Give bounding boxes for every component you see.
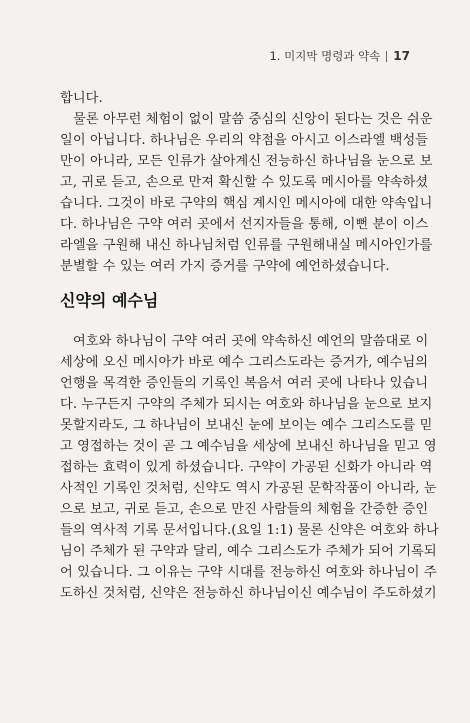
text-line: 고, 귀로 듣고, 손으로 만져 확신할 수 있도록 메시아를 약속하셨 [60, 175, 429, 190]
text-line: 다. 하나님은 구약 여러 곳에서 선지자들을 통해, 이뻔 분이 이스 [60, 217, 429, 232]
text-line: 세상에 오신 메시아가 바로 예수 그리스도라는 증거가, 예수님의 [60, 355, 429, 370]
text-line: 어 있습니다. 그 이유는 구약 시대를 전능하신 여호와 하나님이 주 [60, 565, 437, 580]
page-number: 17 [393, 49, 410, 63]
text-line: 들의 역사적 기록 문서입니다.(요일 1:1) 물론 신약은 여호와 하나 [60, 523, 439, 538]
text-line: 라엘을 구원해 내신 하나님처럼 인류를 구원해내실 메시아인가를 [60, 238, 433, 253]
text-line: 일이 아닙니다. 하나님은 우리의 약점을 아시고 이스라엘 백성들 [60, 133, 429, 148]
text-line: 접하는 효력이 있게 하셨습니다. 구약이 가공된 신화가 아니라 역 [60, 460, 433, 475]
text-line: 도하신 것처럼, 신약은 전능하신 하나님이신 예수님이 주도하셨기 [60, 586, 437, 601]
text-line: 여호와 하나님이 구약 여러 곳에 약속하신 예언의 말씀대로 이 [73, 334, 429, 349]
header-divider [386, 51, 387, 62]
text-line: 못할지라도, 그 하나님이 보내신 눈에 보이는 예수 그리스도를 믿 [60, 418, 433, 433]
text-line: 분별할 수 있는 여러 가지 증거를 구약에 예언하셨습니다. [60, 259, 390, 274]
text-line: 고 영접하는 것이 곧 그 예수님을 세상에 보내신 하나님을 믿고 영 [60, 439, 437, 454]
paragraph-1 [60, 88, 433, 277]
text-line: 습니다. 그것이 바로 구약의 핵심 계시인 메시아에 대한 약속입니 [60, 196, 433, 211]
text-line: 사적인 기록인 것처럼, 신약도 역시 가공된 문학작품이 아니라, 눈 [60, 481, 437, 496]
running-head [269, 48, 410, 64]
section-heading: 신약의 예수님 [60, 291, 159, 310]
chapter-title: 1. 미지막 명령과 약속 [269, 49, 381, 63]
text-line: 으로 보고, 귀로 듣고, 손으로 만진 사람들의 체험을 간증한 증인 [60, 502, 429, 517]
paragraph-2 [60, 331, 439, 604]
text-line: 다. 누구든지 구약의 주체가 되시는 여호와 하나님을 눈으로 보지 [60, 397, 433, 412]
text-line: 만이 아니라, 모든 인류가 살아계신 전능하신 하나님을 눈으로 보 [60, 154, 433, 169]
text-line: 님이 주체가 된 구약과 달리, 예수 그리스도가 주체가 되어 기록되 [60, 544, 437, 559]
text-line: 언행을 목격한 증인들의 기록인 복음서 여러 곳에 나타나 있습니 [60, 376, 429, 391]
text-line: 물론 아무런 체험이 없이 말씀 중심의 신앙이 된다는 것은 쉬운 [73, 112, 433, 127]
text-line: 합니다. [60, 91, 103, 106]
